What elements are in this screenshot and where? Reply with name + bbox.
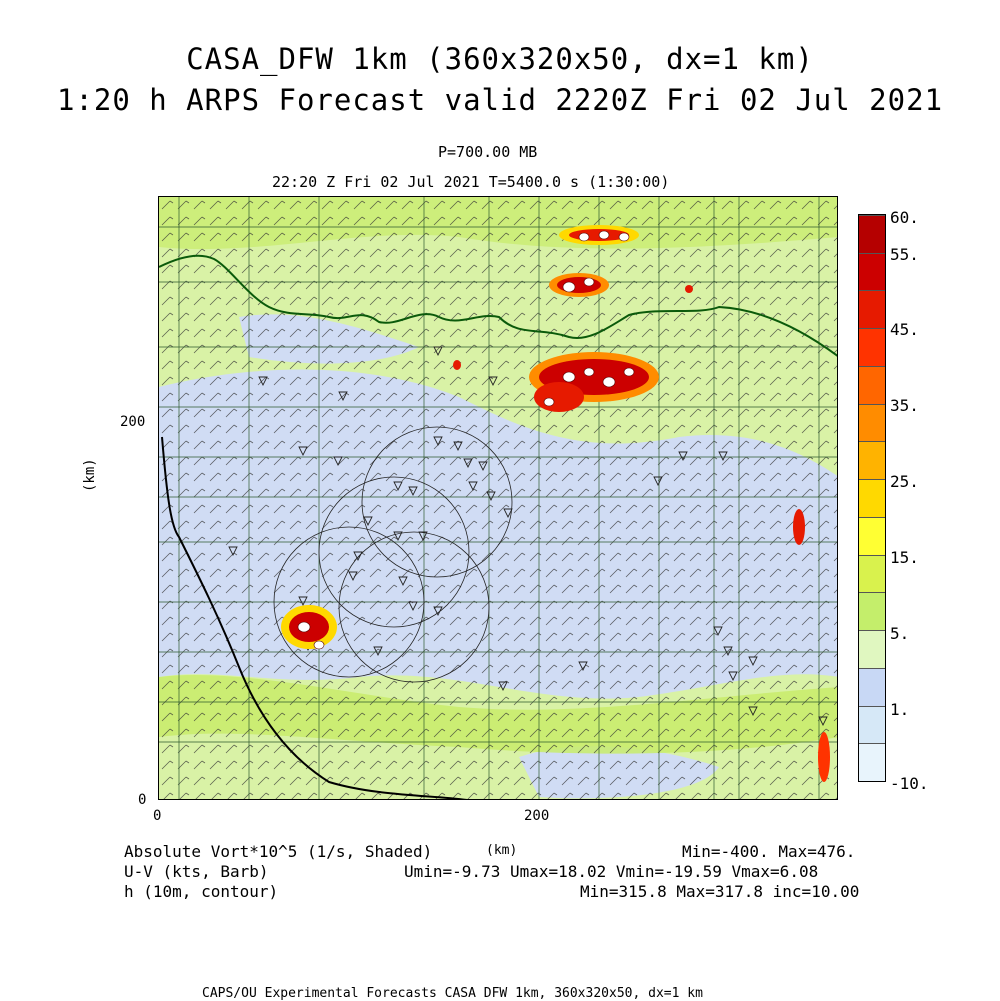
y-tick-0: 0	[138, 792, 147, 808]
legend-swatch	[859, 668, 885, 706]
legend-swatch	[859, 441, 885, 479]
title-line-1: CASA_DFW 1km (360x320x50, dx=1 km)	[186, 42, 814, 76]
legend-swatch	[859, 743, 885, 781]
legend-label: 45.	[890, 320, 919, 339]
field2-label: U-V (kts, Barb)	[124, 862, 269, 881]
legend-label: 55.	[890, 245, 919, 264]
x-tick-0: 0	[153, 808, 162, 824]
y-axis-label: (km)	[82, 458, 98, 492]
legend-swatch	[859, 404, 885, 442]
forecast-map	[158, 196, 838, 800]
title-line-2: 1:20 h ARPS Forecast valid 2220Z Fri 02 Jul 2021	[56, 83, 944, 117]
legend-swatch	[859, 215, 885, 253]
y-tick-200: 200	[120, 414, 146, 430]
legend-label: 35.	[890, 396, 919, 415]
legend-swatch	[859, 253, 885, 291]
legend-swatch	[859, 328, 885, 366]
legend-swatch	[859, 517, 885, 555]
x-axis-label: (km)	[486, 843, 518, 858]
field3-stats: Min=315.8 Max=317.8 inc=10.00	[580, 882, 860, 901]
field3-label: h (10m, contour)	[124, 882, 279, 901]
footer-credit: CAPS/OU Experimental Forecasts CASA DFW 1km, 360x320x50, dx=1 km	[202, 986, 703, 1001]
legend-swatch	[859, 479, 885, 517]
legend-label: 1.	[890, 700, 910, 719]
legend-swatch	[859, 630, 885, 668]
legend-swatch	[859, 592, 885, 630]
legend-label: 5.	[890, 624, 910, 643]
x-tick-200: 200	[524, 808, 550, 824]
field2-stats: Umin=-9.73 Umax=18.02 Vmin=-19.59 Vmax=6.08	[404, 862, 819, 881]
field1-label: Absolute Vort*10^5 (1/s, Shaded)	[124, 842, 433, 861]
level-label: P=700.00 MB	[438, 143, 538, 161]
field1-stats: Min=-400. Max=476.	[682, 842, 856, 861]
valid-time-label: 22:20 Z Fri 02 Jul 2021 T=5400.0 s (1:30:00)	[272, 173, 670, 191]
legend-label: 60.	[890, 208, 919, 227]
legend-swatch	[859, 706, 885, 744]
legend-label: 15.	[890, 548, 919, 567]
map-svg	[159, 197, 838, 800]
legend-swatch	[859, 366, 885, 404]
legend-swatch	[859, 555, 885, 593]
legend-label: 25.	[890, 472, 919, 491]
color-legend	[858, 214, 886, 782]
legend-label: -10.	[890, 774, 929, 793]
legend-swatch	[859, 290, 885, 328]
